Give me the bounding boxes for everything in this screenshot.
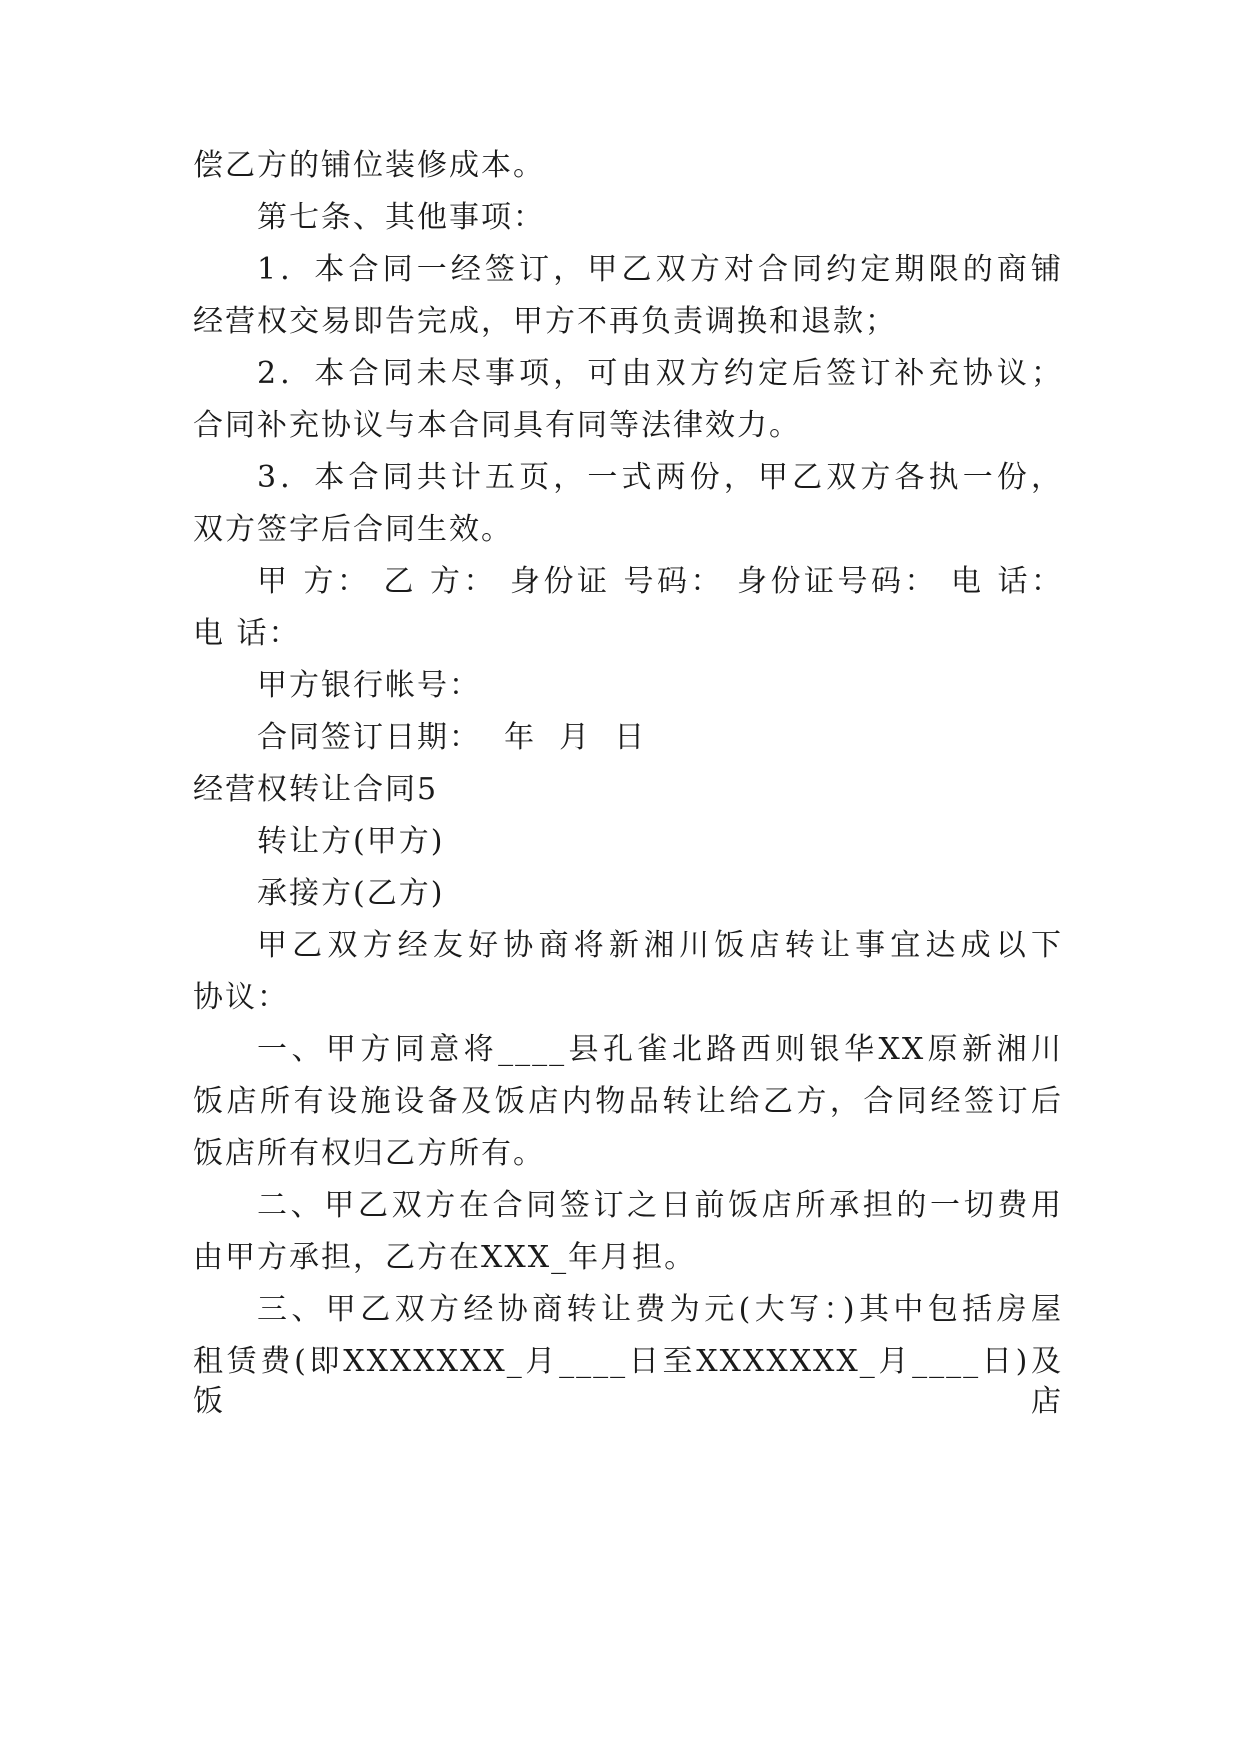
preamble-line-2: 协议： <box>193 980 289 1015</box>
clause-7-2-line-2: 合同补充协议与本合同具有同等法律效力。 <box>193 408 801 443</box>
clause-7-3-line-1: 3．本合同共计五页，一式两份，甲乙双方各执一份， <box>257 460 1063 495</box>
preamble-line-1: 甲乙双方经友好协商将新湘川饭店转让事宜达成以下 <box>257 928 1063 963</box>
clause-7-2-line-1: 2．本合同未尽事项，可由双方约定后签订补充协议； <box>257 356 1063 391</box>
clause-2-line-2: 由甲方承担，乙方在XXX_年月担。 <box>193 1240 697 1275</box>
contract-5-title: 经营权转让合同5 <box>193 772 439 807</box>
clause-7-3-line-2: 双方签字后合同生效。 <box>193 512 513 547</box>
article-7-heading: 第七条、其他事项： <box>257 200 545 235</box>
clause-7-1-line-2: 经营权交易即告完成，甲方不再负责调换和退款； <box>193 304 897 339</box>
clause-1-line-3: 饭店所有权归乙方所有。 <box>193 1136 545 1171</box>
bank-account-field: 甲方银行帐号： <box>257 668 481 703</box>
clause-1-line-2: 饭店所有设施设备及饭店内物品转让给乙方，合同经签订后 <box>193 1084 1063 1119</box>
signature-fields-line-2: 电 话： <box>193 616 301 651</box>
transferee-label: 承接方(乙方) <box>257 876 445 911</box>
signature-fields-line-1: 甲 方： 乙 方： 身份证 号码： 身份证号码： 电 话： <box>257 564 1063 599</box>
clause-3-line-1: 三、甲乙双方经协商转让费为元(大写：)其中包括房屋 <box>257 1292 1063 1327</box>
transferor-label: 转让方(甲方) <box>257 824 445 859</box>
clause-3-line-2: 租赁费(即XXXXXXX_月____日至XXXXXXX_月____日)及饭店 <box>193 1344 1063 1419</box>
clause-2-line-1: 二、甲乙双方在合同签订之日前饭店所承担的一切费用 <box>257 1188 1063 1223</box>
text-line-1: 偿乙方的铺位装修成本。 <box>193 148 545 183</box>
clause-1-line-1: 一、甲方同意将____县孔雀北路西则银华XX原新湘川 <box>257 1032 1063 1067</box>
clause-7-1-line-1: 1．本合同一经签订，甲乙双方对合同约定期限的商铺 <box>257 252 1063 287</box>
signing-date-field: 合同签订日期： 年 月 日 <box>257 720 647 755</box>
